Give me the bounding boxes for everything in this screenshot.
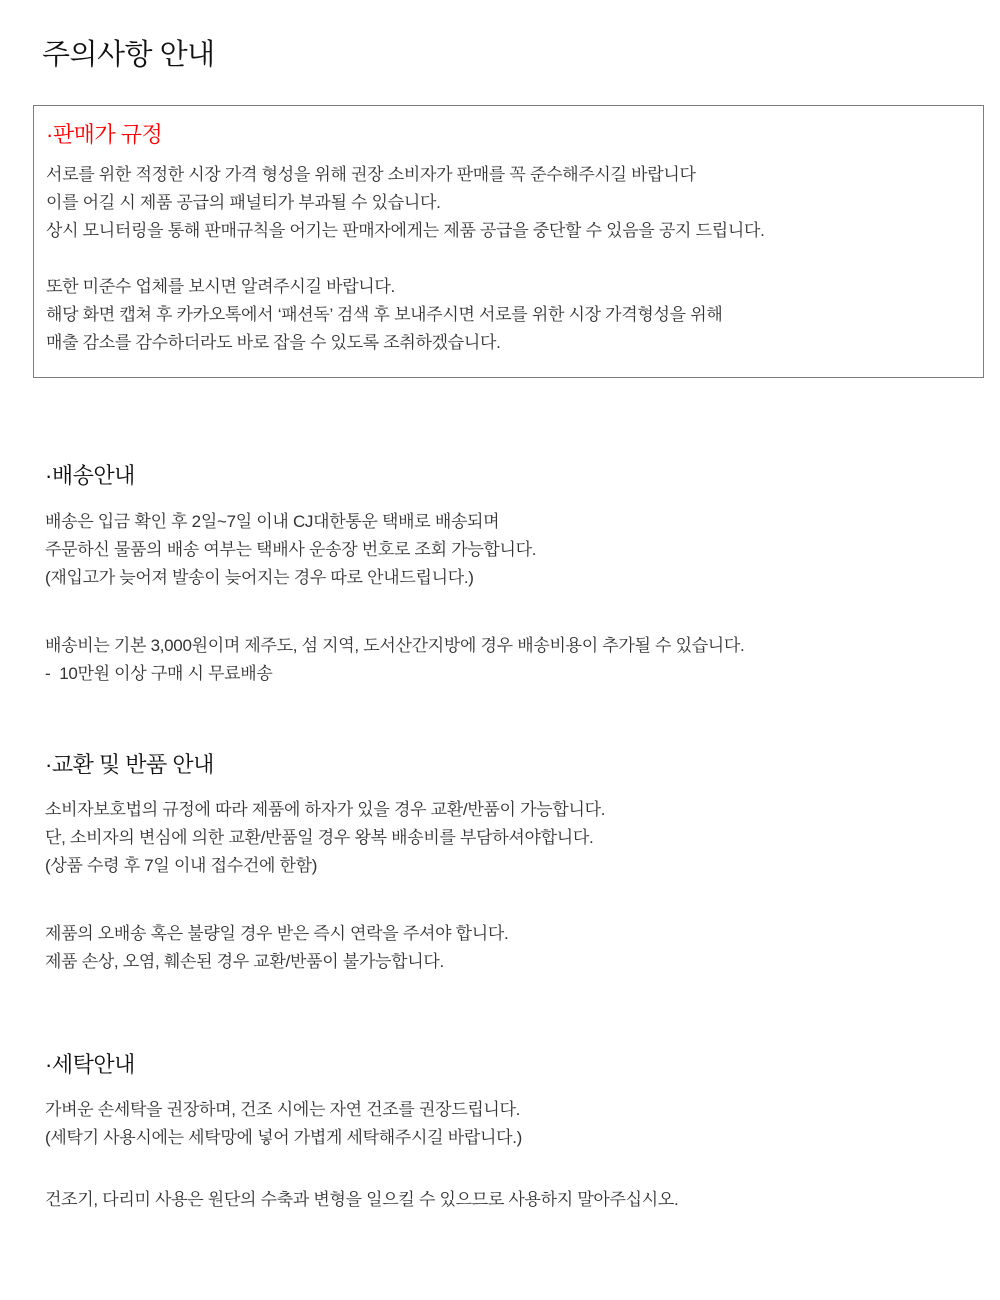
text-line: (재입고가 늦어져 발송이 늦어지는 경우 따로 안내드립니다.) <box>45 567 474 587</box>
price-policy-heading: ·판매가 규정 <box>46 121 163 147</box>
exchange-return-heading: ·교환 및 반품 안내 <box>45 751 214 777</box>
exchange-paragraph <box>45 796 960 880</box>
page-title: 주의사항 안내 <box>42 39 215 71</box>
text-line: 배송은 입금 확인 후 2일~7일 이내 CJ대한통운 택배로 배송되며 <box>45 511 500 531</box>
text-line: - 10만원 이상 구매 시 무료배송 <box>45 663 273 683</box>
laundry-paragraph <box>45 1186 960 1214</box>
text-line: 매출 감소를 감수하더라도 바로 잡을 수 있도록 조취하겠습니다. <box>46 333 501 353</box>
text-line: 해당 화면 캡쳐 후 카카오톡에서 ‘패션독’ 검색 후 보내주시면 서로를 위한 시장 가격형성을 위해 <box>46 305 723 325</box>
section-shipping <box>45 463 960 687</box>
text-line: 제품의 오배송 혹은 불량일 경우 받은 즉시 연락을 주셔야 합니다. <box>45 924 509 944</box>
price-policy-paragraph <box>46 161 969 245</box>
text-line: 주문하신 물품의 배송 여부는 택배사 운송장 번호로 조회 가능합니다. <box>45 539 537 559</box>
shipping-paragraph <box>45 508 960 592</box>
text-line: 또한 미준수 업체를 보시면 알려주시길 바랍니다. <box>46 277 395 297</box>
text-line: 상시 모니터링을 통해 판매규칙을 어기는 판매자에게는 제품 공급을 중단할 수 있음을 공지 드립니다. <box>46 221 765 241</box>
price-policy-box <box>33 105 984 379</box>
laundry-heading: ·세탁안내 <box>45 1052 135 1078</box>
exchange-paragraph <box>45 920 960 976</box>
price-policy-paragraph <box>46 273 969 357</box>
section-exchange-return <box>45 752 960 976</box>
info-sections <box>45 463 960 1214</box>
laundry-paragraph <box>45 1096 960 1152</box>
text-line: 단, 소비자의 변심에 의한 교환/반품일 경우 왕복 배송비를 부담하셔야합니다. <box>45 828 594 848</box>
section-laundry <box>45 1052 960 1214</box>
shipping-paragraph <box>45 632 960 688</box>
text-line: 건조기, 다리미 사용은 원단의 수축과 변형을 일으킬 수 있으므로 사용하지 말아주십시오. <box>45 1190 679 1210</box>
text-line: 서로를 위한 적정한 시장 가격 형성을 위해 권장 소비자가 판매를 꼭 준수해주시길 바랍니다 <box>46 165 696 185</box>
text-line: 가벼운 손세탁을 권장하며, 건조 시에는 자연 건조를 권장드립니다. <box>45 1100 521 1120</box>
text-line: 제품 손상, 오염, 훼손된 경우 교환/반품이 불가능합니다. <box>45 952 444 972</box>
text-line: (세탁기 사용시에는 세탁망에 넣어 가볍게 세탁해주시길 바랍니다.) <box>45 1128 522 1148</box>
text-line: 소비자보호법의 규정에 따라 제품에 하자가 있을 경우 교환/반품이 가능합니다. <box>45 800 606 820</box>
text-line: (상품 수령 후 7일 이내 접수건에 한함) <box>45 856 318 876</box>
text-line: 이를 어길 시 제품 공급의 패널티가 부과될 수 있습니다. <box>46 193 441 213</box>
text-line: 배송비는 기본 3,000원이며 제주도, 섬 지역, 도서산간지방에 경우 배송비용이 추가될 수 있습니다. <box>45 635 745 655</box>
shipping-heading: ·배송안내 <box>45 463 135 489</box>
